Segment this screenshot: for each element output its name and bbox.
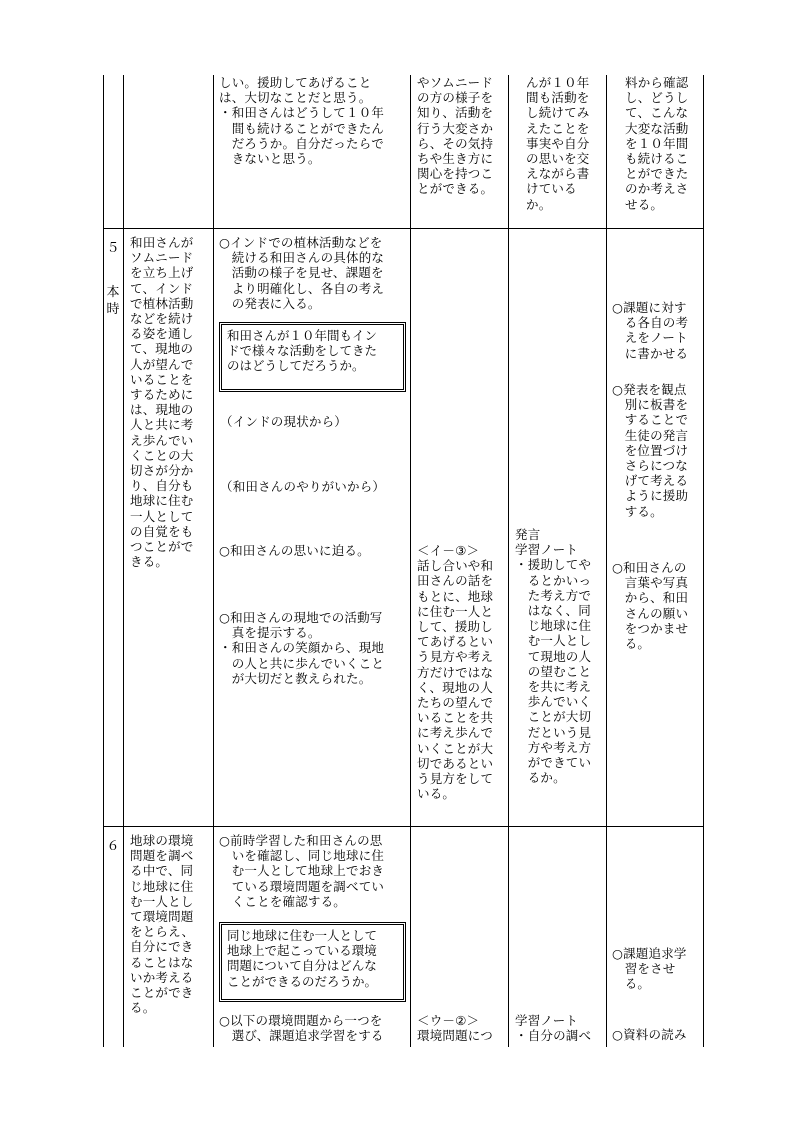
activity-intro-text: ○インドでの植林活動などを 続ける和田さんの具体的な 活動の様子を見せ、課題を より明確化し、各自の考え の発表に入る。 bbox=[219, 235, 385, 311]
table-column-divider bbox=[606, 75, 607, 1047]
activity-choose-text: ○以下の環境問題から一つを 選び、課題追求学習をする bbox=[219, 1013, 384, 1044]
viewpoint-cell-text: やソムニード の方の様子を 知り、活動を 行う大変さか ら、その気持 ちや生き方に 関心を持つこ とができる。 bbox=[417, 75, 494, 197]
support-item: ○課題追求学 習をさせ る。 bbox=[612, 946, 687, 992]
method-cell-text: んが１０年 間も活動を し続けてみ えたことを 事実や自分 の思いを交 えながら書 けている か。 bbox=[526, 75, 590, 212]
table-column-divider bbox=[213, 75, 214, 1047]
table-border-right bbox=[703, 75, 704, 1047]
lesson-goal-text: 地球の環境 問題を調べ る中で、同 じ地球に住 む一人とし て環境問題 をとらえ、 自分にでき ることはな いか考える ことができ る。 bbox=[130, 833, 195, 1016]
viewpoint-cell-text: ＜ウ－②＞ 環境問題につ bbox=[417, 1013, 493, 1044]
discussion-heading-wada: （和田さんのやりがいから） bbox=[220, 479, 386, 494]
table-column-divider bbox=[410, 75, 411, 1047]
current-lesson-label: 本 時 bbox=[106, 285, 120, 317]
discussion-heading-india: （インドの現状から） bbox=[220, 414, 348, 429]
viewpoint-cell-text: ＜イ－③＞ 話し合いや和 田さんの話を もとに、地球 に住む一人と して、援助し てあげるとい う見方や考え 方だけではな く、現地の人 たちの望んで いることを共 に考え歩んで いくことが大 切であるとい う見方をして いる。 bbox=[417, 543, 494, 802]
support-item: ○和田さんの 言葉や写真 から、和田 さんの願い をつかませ る。 bbox=[612, 560, 689, 652]
lesson-task-box: 同じ地球に住む一人として 地球上で起こっている環境 問題について自分はどんな ことができるのだろうか。 bbox=[219, 922, 406, 1002]
method-cell-text: 発言 学習ノート ・援助してや るとかいっ た考え方で はなく、同 じ地球に住 む一人とし て現地の人 の望むこと を共に考え 歩んでいく ことが大切 だという見 方や考え方 ができてい るか。 bbox=[515, 527, 592, 786]
lesson-task-box: 和田さんが１０年間もイン ドで様々な活動をしてきた のはどうしてだろうか。 bbox=[219, 322, 406, 392]
support-item: ○課題に対す る各自の考 えをノート に書かせる bbox=[612, 300, 689, 361]
lesson-number: ５ bbox=[106, 241, 120, 256]
table-column-divider bbox=[123, 75, 124, 1047]
table-column-divider bbox=[508, 75, 509, 1047]
support-item: ○資料の読み bbox=[612, 1027, 687, 1042]
activity-approach-text: ○和田さんの思いに迫る。 bbox=[219, 543, 370, 558]
lesson-number: ６ bbox=[106, 839, 120, 854]
table-row-divider bbox=[103, 228, 704, 229]
table-row-divider bbox=[103, 826, 704, 827]
activity-intro-text: ○前時学習した和田さんの思 いを確認し、同じ地球に住 む一人として地球上でおき ている環境問題を調べてい くことを確認する。 bbox=[219, 833, 385, 909]
method-cell-text: 学習ノート ・自分の調べ bbox=[515, 1013, 592, 1044]
support-item: ○発表を観点 別に板書を することで 生徒の発言 を位置づけ さらにつな げて考える ように援助 する。 bbox=[612, 382, 689, 519]
activity-cell-text: しい。援助してあげること は、大切なことだと思う。 ・和田さんはどうして１０年 間も続けることができたん だろうか。自分だったらで きないと思う。 bbox=[219, 75, 385, 167]
table-border-left bbox=[103, 75, 104, 1047]
activity-photos-text: ○和田さんの現地での活動写 真を提示する。 ・和田さんの笑顔から、現地 の人と共に歩んでいくこと が大切だと教えられた。 bbox=[219, 610, 385, 686]
lesson-goal-text: 和田さんが ソムニード を立ち上げ て、インド で植林活動 などを続け る姿を通し て、現地の 人が望んで いることを するために は、現地の 人と共に考 え歩んでい くことの大 切さが分か り、自分も 地球に住む 一人として の自覚をも つことがで きる。 bbox=[130, 235, 194, 570]
support-cell-text: 料から確認 し、どうし て、こんな 大変な活動 を１０年間 も続けるこ とができた のか考えさ せる。 bbox=[625, 75, 689, 212]
